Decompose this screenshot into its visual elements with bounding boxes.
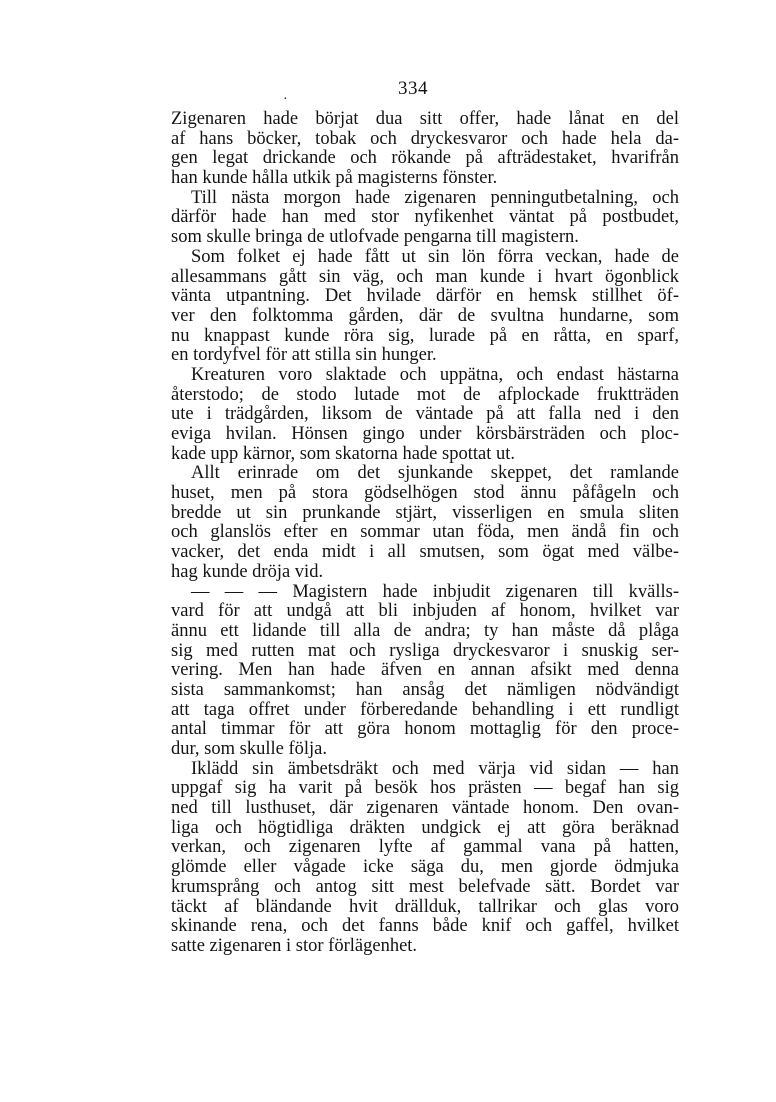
text-line: Som folket ej hade fått ut sin lön förra veckan, hade de xyxy=(191,246,679,267)
text-line: sista sammankomst; han ansåg det nämligen nödvändigt xyxy=(171,679,679,700)
text-line: Kreaturen voro slaktade och uppätna, och endast hästarna xyxy=(191,364,679,385)
text-line: af hans böcker, tobak och dryckesvaror och hade hela da- xyxy=(171,128,679,149)
text-line: antal timmar för att göra honom mottaglig för den proce- xyxy=(171,719,679,740)
text-line: uppgaf sig ha varit på besök hos prästen — begaf han sig xyxy=(171,778,679,799)
text-line: som skulle bringa de utlofvade pengarna till magistern. xyxy=(171,227,579,248)
print-speck: · xyxy=(283,92,288,107)
text-line: ute i trädgården, liksom de väntade på att falla ned i den xyxy=(171,404,679,425)
text-line: vering. Men han hade äfven en annan afsikt med denna xyxy=(171,660,679,681)
text-line: sig med rutten mat och rysliga dryckesvaror i snuskig ser- xyxy=(171,640,679,661)
text-line: täckt af bländande hvit drällduk, tallrikar och glas voro xyxy=(171,896,679,917)
text-line: att taga offret under förberedande behandling i ett rundligt xyxy=(171,699,679,720)
text-line: vard för att undgå att bli inbjuden af honom, hvilket var xyxy=(171,601,679,622)
text-line: och glanslös efter en sommar utan föda, men ändå fin och xyxy=(171,522,679,543)
text-line: Till nästa morgon hade zigenaren penningutbetalning, och xyxy=(191,187,679,208)
text-line: satte zigenaren i stor förlägenhet. xyxy=(171,935,418,956)
text-line: hag kunde dröja vid. xyxy=(171,561,324,582)
text-line: ver den folktomma gården, där de svultna hundarne, som xyxy=(171,305,679,326)
body-text xyxy=(171,110,679,957)
text-line: återstodo; de stodo lutade mot de afplockade fruktträden xyxy=(171,384,679,405)
text-line: vänta utpantning. Det hvilade därför en hemsk stillhet öf- xyxy=(171,286,679,307)
text-line: — — — Magistern hade inbjudit zigenaren till kvälls- xyxy=(191,581,679,602)
text-line: liga och högtidliga dräkten undgick ej att göra beräknad xyxy=(171,817,679,838)
text-line: huset, men på stora gödselhögen stod ännu påfågeln och xyxy=(171,483,679,504)
page-number: 334 xyxy=(398,78,428,99)
text-line: han kunde hålla utkik på magisterns fönster. xyxy=(171,168,498,189)
text-line: nu knappast kunde röra sig, lurade på en råtta, en sparf, xyxy=(171,325,679,346)
text-line: kade upp kärnor, som skatorna hade spottat ut. xyxy=(171,443,515,464)
text-line: Zigenaren hade börjat dua sitt offer, hade lånat en del xyxy=(171,109,679,129)
text-line: verkan, och zigenaren lyfte af gammal vana på hatten, xyxy=(171,837,679,858)
text-line: allesammans gått sin väg, och man kunde i hvart ögonblick xyxy=(171,266,679,287)
text-line: glömde eller vågade icke säga du, men gjorde ödmjuka xyxy=(171,857,679,878)
text-line: skinande rena, och det fanns både knif och gaffel, hvilket xyxy=(171,916,679,937)
text-line: gen legat drickande och rökande på afträdestaket, hvarifrån xyxy=(171,148,679,169)
text-line: ned till lusthuset, där zigenaren väntade honom. Den ovan- xyxy=(171,798,679,819)
text-line: Iklädd sin ämbetsdräkt och med värja vid sidan — han xyxy=(191,758,679,779)
text-line: vacker, det enda midt i all smutsen, som ögat med välbe- xyxy=(171,542,679,563)
text-line: dur, som skulle följa. xyxy=(171,739,327,759)
text-line: ännu ett lidande till alla de andra; ty han måste då plåga xyxy=(171,620,679,641)
text-line: eviga hvilan. Hönsen gingo under körsbärsträden och ploc- xyxy=(171,424,679,444)
text-line: bredde ut sin prunkande stjärt, visserligen en smula sliten xyxy=(171,502,679,523)
text-line: en tordyfvel för att stilla sin hunger. xyxy=(171,345,437,366)
text-line: därför hade han med stor nyfikenhet väntat på postbudet, xyxy=(171,207,679,228)
text-line: Allt erinrade om det sjunkande skeppet, det ramlande xyxy=(191,463,679,484)
text-line: krumsprång och antog sitt mest belefvade sätt. Bordet var xyxy=(171,876,679,897)
